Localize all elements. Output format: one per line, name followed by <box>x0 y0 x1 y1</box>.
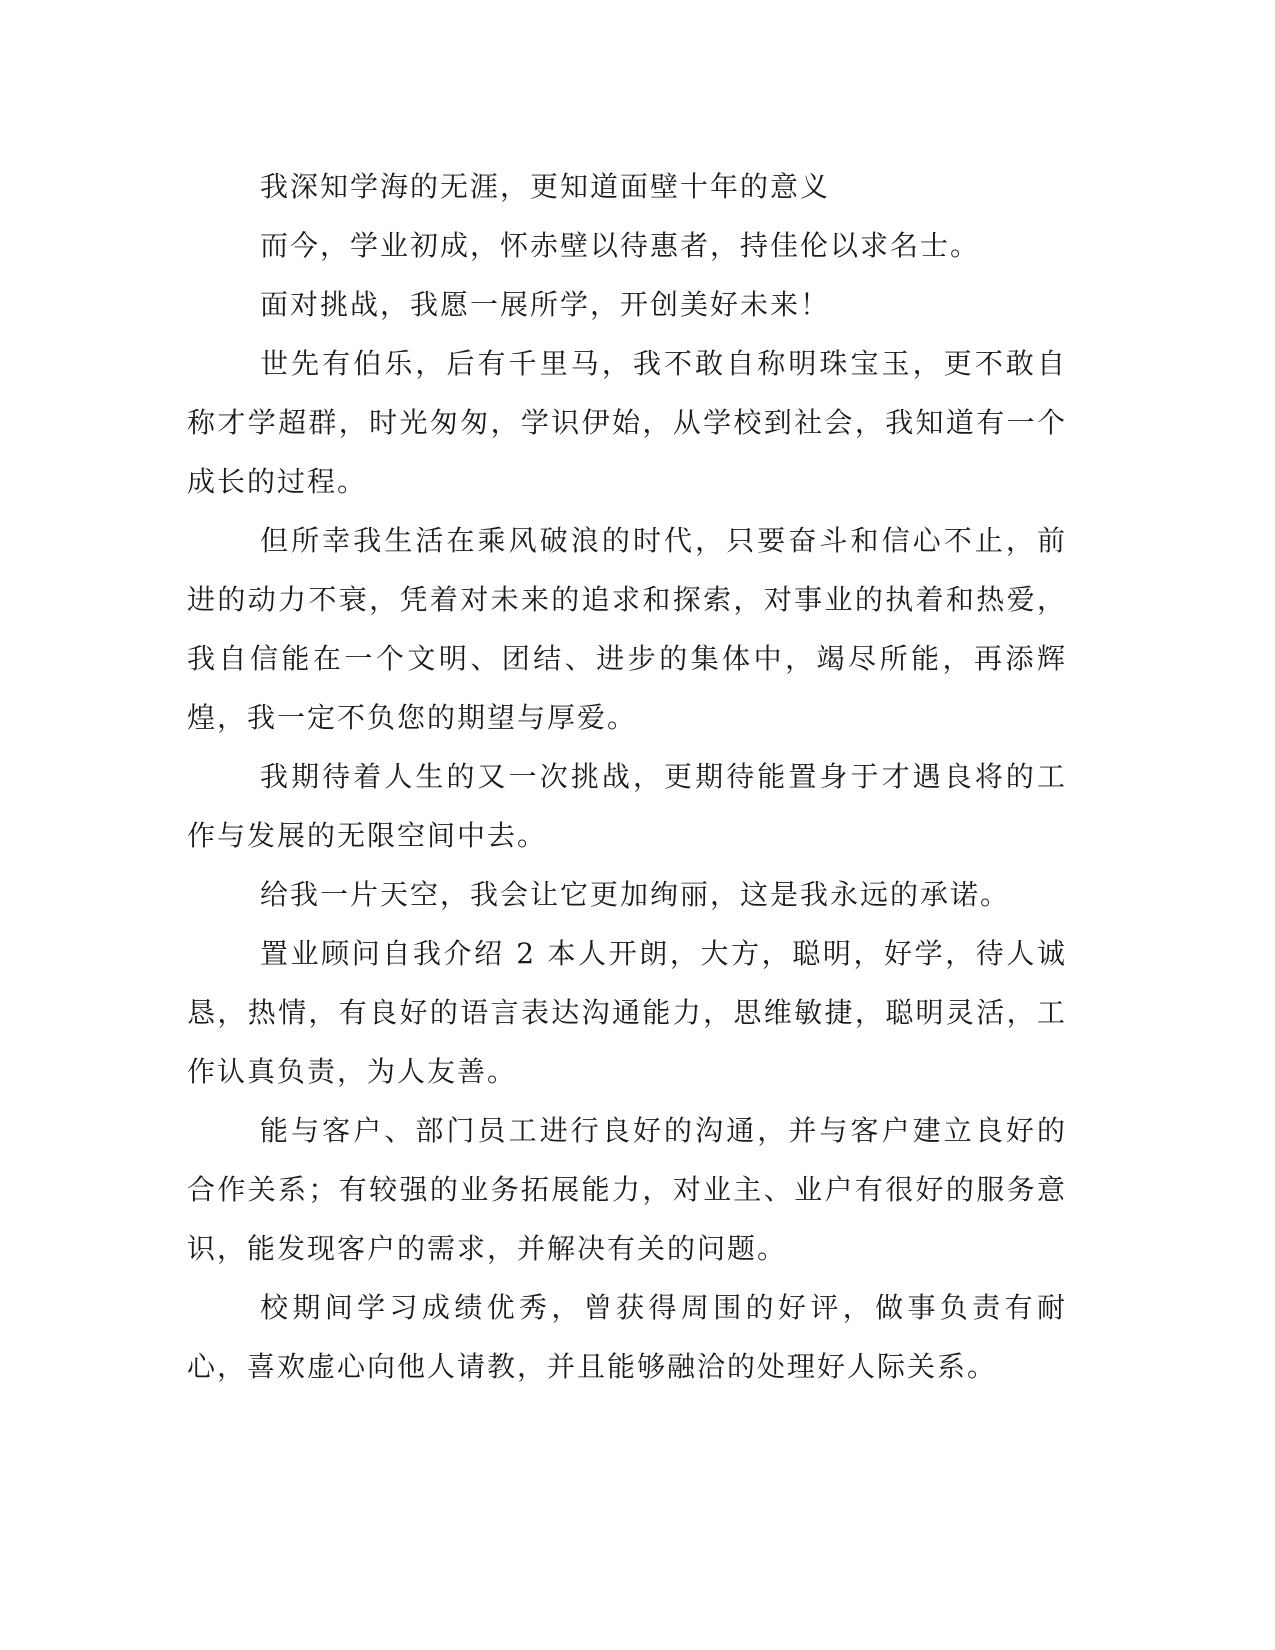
paragraph-2: 而今，学业初成，怀赤壁以待惠者，持佳伦以求名士。 <box>260 229 981 262</box>
paragraph-6: 我期待着人生的又一次挑战，更期待能置身于才遇良将的工作与发展的无限空间中去。 <box>187 760 1067 852</box>
paragraph-1: 我深知学海的无涯，更知道面壁十年的意义 <box>260 170 831 203</box>
paragraph-7: 给我一片天空，我会让它更加绚丽，这是我永远的承诺。 <box>260 878 1011 911</box>
paragraph-5: 但所幸我生活在乘风破浪的时代，只要奋斗和信心不止，前进的动力不衰，凭着对未来的追求和探索，对事业的执着和热爱，我自信能在一个文明、团结、进步的集体中，竭尽所能，再添辉煌，我一定不负您的期望与厚爱。 <box>187 524 1067 734</box>
paragraph-8: 置业顾问自我介绍 2 本人开朗，大方，聪明，好学，待人诚恳，热情，有良好的语言表达沟通能力，思维敏捷，聪明灵活，工作认真负责，为人友善。 <box>187 937 1067 1088</box>
document-body <box>187 157 1067 1396</box>
paragraph-9: 能与客户、部门员工进行良好的沟通，并与客户建立良好的合作关系；有较强的业务拓展能力，对业主、业户有很好的服务意识，能发现客户的需求，并解决有关的问题。 <box>187 1114 1067 1265</box>
paragraph-4: 世先有伯乐，后有千里马，我不敢自称明珠宝玉，更不敢自称才学超群，时光匆匆，学识伊始，从学校到社会，我知道有一个成长的过程。 <box>187 347 1067 498</box>
paragraph-3: 面对挑战，我愿一展所学，开创美好未来！ <box>260 288 831 321</box>
paragraph-10: 校期间学习成绩优秀，曾获得周围的好评，做事负责有耐心，喜欢虚心向他人请教，并且能够融洽的处理好人际关系。 <box>187 1291 1067 1383</box>
